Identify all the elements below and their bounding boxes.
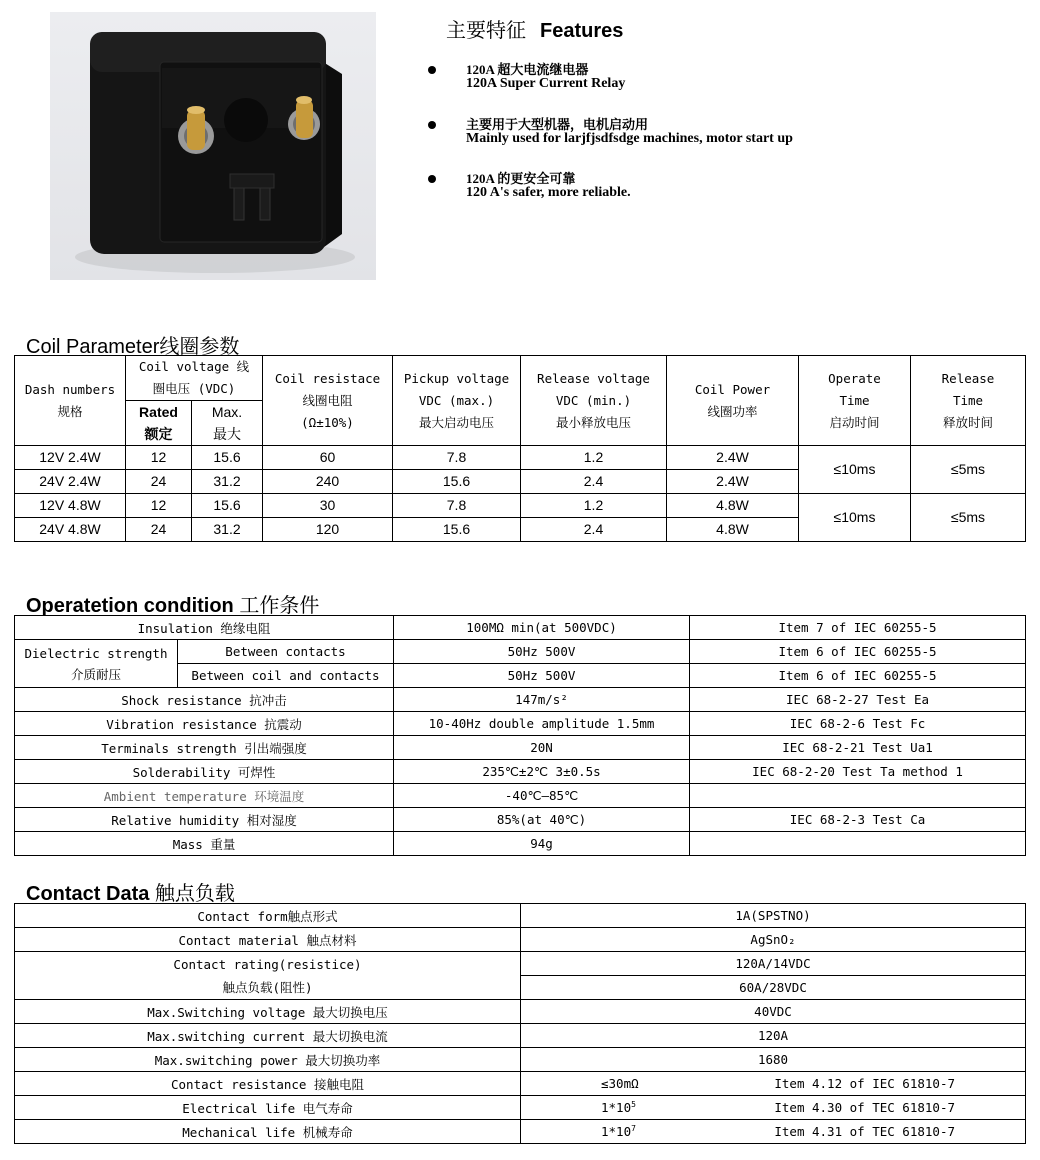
header-release-voltage: Release voltage VDC (min.) 最小释放电压 (521, 356, 667, 446)
contact-section-title (26, 877, 235, 906)
feature-en: 120A Super Current Relay (466, 76, 626, 91)
bullet-icon (428, 121, 436, 129)
contact-row: Contact rating(resistice) 触点负载(阻性) 120A/14VDC (15, 952, 1026, 976)
contact-row: Max.switching current 最大切换电流 120A (15, 1024, 1026, 1048)
operation-row: Insulation 绝缘电阻 100MΩ min(at 500VDC) Item 7 of IEC 60255-5 (15, 616, 1026, 640)
header-coil-resistance: Coil resistace 线圈电阻 (Ω±10%) (263, 356, 393, 446)
operation-row: Solderability 可焊性 235℃±2℃ 3±0.5s IEC 68-2-20 Test Ta method 1 (15, 760, 1026, 784)
operation-row: Dielectric strength 介质耐压 Between contacts 50Hz 500V Item 6 of IEC 60255-5 (15, 640, 1026, 664)
operate-time-value: ≤10ms (799, 446, 911, 494)
operation-section-title (26, 589, 319, 618)
coil-title-zh: 线圈参数 (159, 334, 240, 358)
contact-row: 60A/28VDC (15, 976, 1026, 1000)
operation-row: Terminals strength 引出端强度 20N IEC 68-2-21 Test Ua1 (15, 736, 1026, 760)
contact-row: Max.Switching voltage 最大切换电压 40VDC (15, 1000, 1026, 1024)
contact-title-en: Contact Data (26, 883, 150, 905)
relay-photo (50, 12, 376, 280)
contact-row: Contact material 触点材料 AgSnO₂ (15, 928, 1026, 952)
header-coil-voltage: Coil voltage 线 圈电压 (VDC) (126, 356, 263, 401)
coil-row: 12V 4.8W 12 15.6 30 7.8 1.2 4.8W ≤10ms ≤5ms (15, 494, 1026, 518)
coil-row: 12V 2.4W 12 15.6 60 7.8 1.2 2.4W ≤10ms ≤5ms (15, 446, 1026, 470)
contact-row: Electrical life 电气寿命 $1*10^5$ Item 4.30 of TEC 61810-7 (15, 1096, 1026, 1120)
contact-row: Contact form触点形式 1A(SPSTNO) (15, 904, 1026, 928)
coil-row: 24V 2.4W 24 31.2 240 15.6 2.4 2.4W (15, 470, 1026, 494)
dielectric-strength-label: Dielectric strength 介质耐压 (15, 640, 178, 688)
header-coil-power: Coil Power 线圈功率 (667, 356, 799, 446)
contact-data-table (14, 903, 1026, 1144)
header-dash-numbers: Dash numbers 规格 (15, 356, 126, 446)
coil-row: 24V 4.8W 24 31.2 120 15.6 2.4 4.8W (15, 518, 1026, 542)
features-title-zh: 主要特征 (446, 18, 526, 42)
coil-title-en: Coil Parameter (26, 336, 160, 358)
operation-row: Relative humidity 相对湿度 85%(at 40℃) IEC 68-2-3 Test Ca (15, 808, 1026, 832)
operation-title-zh: 工作条件 (239, 593, 320, 617)
release-time-value: ≤5ms (911, 494, 1026, 542)
header-pickup-voltage: Pickup voltage VDC (max.) 最大启动电压 (393, 356, 521, 446)
operation-row: Ambient temperature 环境温度 -40℃—85℃ (15, 784, 1026, 808)
features-title (446, 14, 623, 43)
features-title-en: Features (540, 20, 624, 42)
release-time-value: ≤5ms (911, 446, 1026, 494)
contact-row: Contact resistance 接触电阻 ≤30mΩ Item 4.12 of IEC 61810-7 (15, 1072, 1026, 1096)
contact-row: Mechanical life 机械寿命 $1*10^7$ Item 4.31 of TEC 61810-7 (15, 1120, 1026, 1144)
feature-en: Mainly used for larjfjsdfsdge machines, motor start up (466, 131, 793, 146)
contact-rating-label: Contact rating(resistice) 触点负载(阻性) (15, 952, 521, 1000)
header-operate-time: Operate Time 启动时间 (799, 356, 911, 446)
contact-row: Max.switching power 最大切换功率 1680 (15, 1048, 1026, 1072)
operation-row: Shock resistance 抗冲击 147m/s² IEC 68-2-27 Test Ea (15, 688, 1026, 712)
feature-zh: 主要用于大型机器，电机启动用 (466, 117, 649, 132)
operation-title-en: Operatetion condition (26, 595, 234, 617)
feature-en: 120 A's safer, more reliable. (466, 185, 631, 200)
operation-row: Vibration resistance 抗震动 10-40Hz double amplitude 1.5mm IEC 68-2-6 Test Fc (15, 712, 1026, 736)
contact-title-zh: 触点负载 (154, 881, 235, 905)
operation-condition-table (14, 615, 1026, 856)
feature-zh: 120A 的更安全可靠 (466, 171, 576, 186)
coil-parameter-table (14, 355, 1026, 542)
bullet-icon (428, 175, 436, 183)
operate-time-value: ≤10ms (799, 494, 911, 542)
operation-row: Between coil and contacts 50Hz 500V Item 6 of IEC 60255-5 (15, 664, 1026, 688)
bullet-icon (428, 66, 436, 74)
relay-image (50, 12, 376, 280)
coil-header-row (15, 356, 1026, 401)
operation-row: Mass 重量 94g (15, 832, 1026, 856)
header-rated: Rated 额定 (126, 401, 192, 446)
feature-zh: 120A 超大电流继电器 (466, 62, 589, 77)
header-max: Max. 最大 (192, 401, 263, 446)
header-release-time: Release Time 释放时间 (911, 356, 1026, 446)
